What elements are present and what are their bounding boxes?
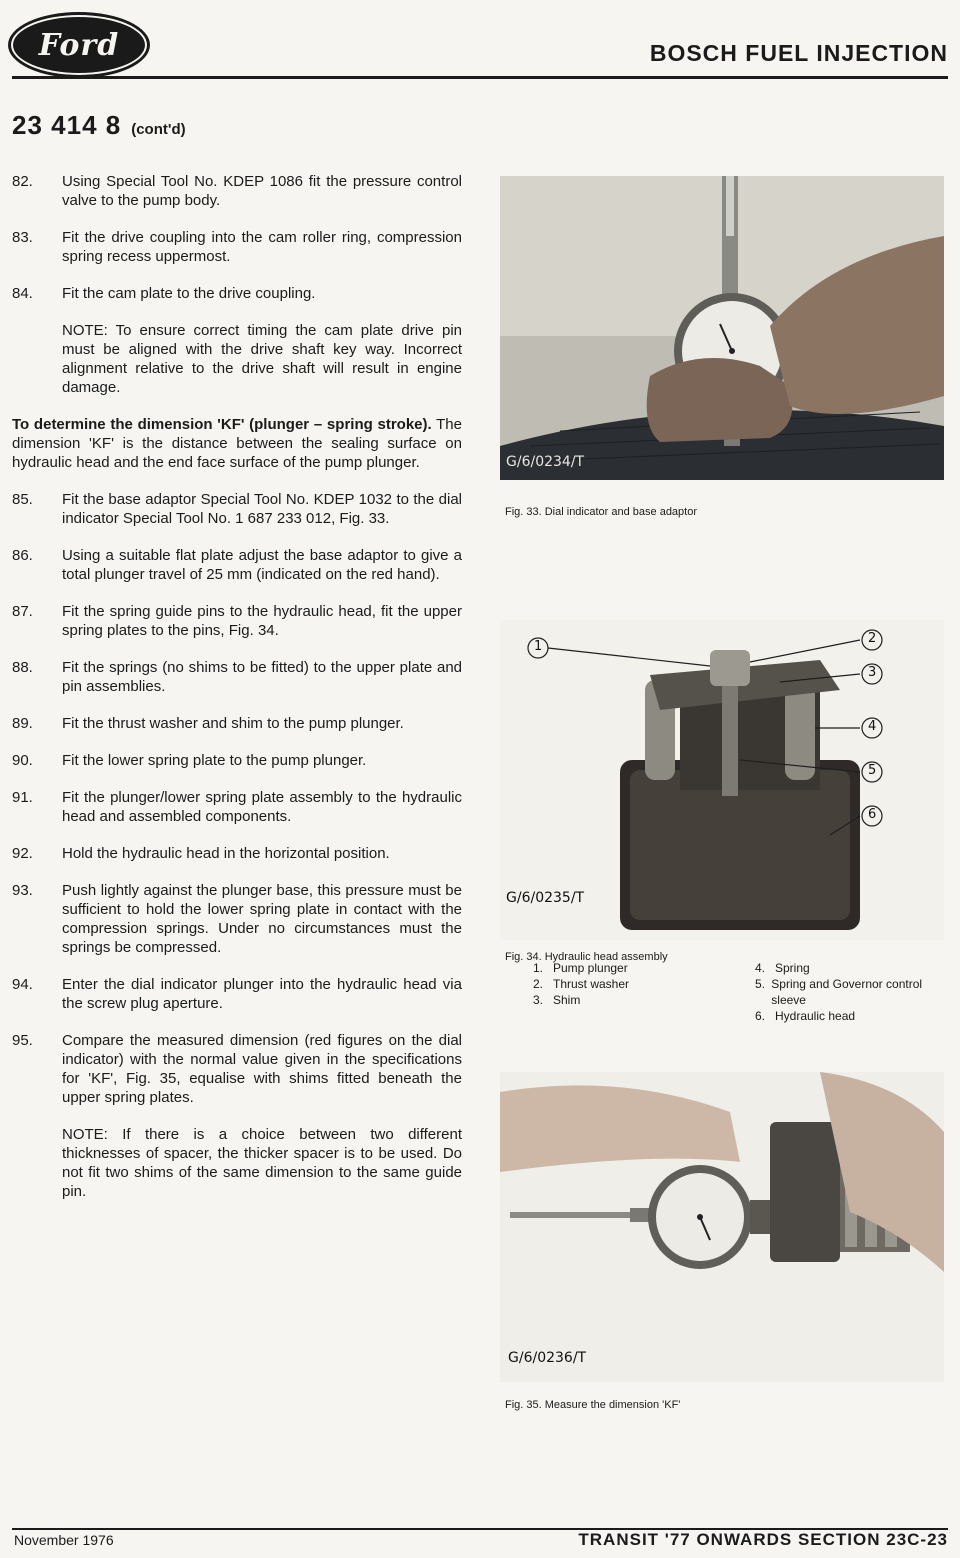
step-item — [12, 975, 462, 1013]
legend-text: Shim — [553, 993, 581, 1007]
step-item — [12, 751, 462, 770]
fig35-caption: Fig. 35. Measure the dimension 'KF' — [505, 1399, 681, 1411]
step-item — [12, 172, 462, 210]
step-text: Enter the dial indicator plunger into the hydraulic head via the screw plug aperture. — [62, 976, 462, 1012]
fig33-photo — [500, 176, 944, 480]
instructions-column — [12, 172, 462, 1219]
page-header-title: BOSCH FUEL INJECTION — [649, 40, 948, 66]
step-text: Fit the plunger/lower spring plate assembly to the hydraulic head and assembled components. — [62, 789, 462, 825]
step-number: 89. — [12, 715, 33, 732]
step-number: 87. — [12, 603, 33, 620]
step-text: Fit the lower spring plate to the pump plunger. — [62, 752, 367, 769]
kf-heading: To determine the dimension 'KF' (plunger – spring stroke). — [12, 416, 432, 433]
legend-item — [755, 976, 925, 1008]
legend-item — [533, 976, 755, 992]
fig34-label: G/6/0235/T — [506, 890, 585, 906]
step-text: Fit the base adaptor Special Tool No. KDEP 1032 to the dial indicator Special Tool No. 1 687 233 012, Fig. 33. — [62, 491, 462, 527]
measure-kf-illustration — [500, 1072, 944, 1382]
callout-3: 3 — [868, 665, 877, 680]
step-number: 88. — [12, 659, 33, 676]
step-item — [12, 228, 462, 266]
step-text: Using Special Tool No. KDEP 1086 fit the pressure control valve to the pump body. — [62, 173, 462, 209]
step-number: 86. — [12, 547, 33, 564]
legend-num: 1. — [533, 961, 544, 975]
step-item — [12, 881, 462, 957]
step-text: Using a suitable flat plate adjust the base adaptor to give a total plunger travel of 25 mm (indicated on the red hand). — [62, 547, 462, 583]
legend-num: 4. — [755, 961, 766, 975]
section-number — [12, 110, 186, 141]
step-text: Compare the measured dimension (red figures on the dial indicator) with the normal value given in the specifications for 'KF', Fig. 35, equalise with shims fitted beneath the upper spring plates. — [62, 1032, 462, 1106]
step-item — [12, 658, 462, 696]
logo-text: Ford — [11, 15, 147, 75]
step-number: 84. — [12, 285, 33, 302]
step-item — [12, 844, 462, 863]
step-item — [12, 788, 462, 826]
step-item — [12, 1031, 462, 1107]
header-divider — [12, 76, 948, 79]
legend-item — [755, 1008, 925, 1024]
callout-1: 1 — [534, 639, 543, 654]
dial-indicator-illustration — [500, 176, 944, 480]
step-number: 83. — [12, 229, 33, 246]
section-contd: (cont'd) — [131, 121, 186, 138]
step-item — [12, 284, 462, 303]
legend-left — [505, 960, 755, 1024]
fig34-legend — [505, 960, 935, 1024]
legend-num: 2. — [533, 977, 544, 991]
step-number: 85. — [12, 491, 33, 508]
step-text: Hold the hydraulic head in the horizontal position. — [62, 845, 390, 862]
shim-note: NOTE: If there is a choice between two different thicknesses of spacer, the thicker spacer is to be used. Do not fit two shims of the same dimension to the same guide pin. — [62, 1126, 462, 1200]
step-text: Fit the springs (no shims to be fitted) to the upper plate and pin assemblies. — [62, 659, 462, 695]
step-text: Fit the thrust washer and shim to the pump plunger. — [62, 715, 404, 732]
ford-logo — [8, 12, 150, 78]
legend-item — [755, 960, 925, 976]
step-item — [12, 714, 462, 733]
step-number: 95. — [12, 1032, 33, 1049]
callout-6: 6 — [868, 807, 877, 822]
fig35-label: G/6/0236/T — [508, 1350, 587, 1366]
callout-5: 5 — [868, 763, 877, 778]
step-item — [12, 546, 462, 584]
step-number: 91. — [12, 789, 33, 806]
kf-paragraph — [12, 415, 462, 472]
fig33-label: G/6/0234/T — [506, 454, 585, 470]
legend-item — [533, 960, 755, 976]
legend-text: Thrust washer — [553, 977, 630, 991]
callout-4: 4 — [868, 719, 877, 734]
legend-right — [755, 960, 925, 1024]
legend-num: 3. — [533, 993, 544, 1007]
kf-text: The dimension 'KF' is the distance between the sealing surface on hydraulic head and the end face surface of the pump plunger. — [12, 416, 462, 471]
step-text: Fit the cam plate to the drive coupling. — [62, 285, 316, 302]
fig33-caption: Fig. 33. Dial indicator and base adaptor — [505, 506, 698, 518]
legend-num: 6. — [755, 1009, 766, 1023]
legend-text: Spring — [775, 961, 810, 975]
step-text: Fit the drive coupling into the cam roller ring, compression spring recess uppermost. — [62, 229, 462, 265]
step-number: 92. — [12, 845, 33, 862]
timing-note: NOTE: To ensure correct timing the cam plate drive pin must be aligned with the drive shaft key way. Incorrect alignment relative to the drive shaft will result in engine damage. — [62, 322, 462, 396]
legend-item — [533, 992, 755, 1008]
fig34-caption: Fig. 34. Hydraulic head assembly — [505, 951, 668, 963]
footer-section: TRANSIT '77 ONWARDS SECTION 23C-23 — [578, 1530, 948, 1549]
legend-text: Spring and Governor control sleeve — [771, 977, 923, 1007]
step-item — [12, 602, 462, 640]
fig35-photo — [500, 1072, 944, 1382]
legend-num: 5. — [755, 977, 766, 991]
fig34-photo — [500, 620, 944, 940]
step-number: 93. — [12, 882, 33, 899]
callout-2: 2 — [868, 631, 877, 646]
legend-text: Pump plunger — [553, 961, 628, 975]
step-text: Fit the spring guide pins to the hydraulic head, fit the upper spring plates to the pins, Fig. 34. — [62, 603, 462, 639]
step-text: Push lightly against the plunger base, this pressure must be sufficient to hold the lower spring plate in contact with the compression springs. Under no circumstances must the springs be compressed. — [62, 882, 462, 956]
step-item — [12, 490, 462, 528]
step-number: 94. — [12, 976, 33, 993]
step-number: 90. — [12, 752, 33, 769]
step-number: 82. — [12, 173, 33, 190]
legend-text: Hydraulic head — [775, 1009, 856, 1023]
section-number-value: 23 414 8 — [12, 110, 122, 140]
footer-date: November 1976 — [14, 1532, 114, 1548]
